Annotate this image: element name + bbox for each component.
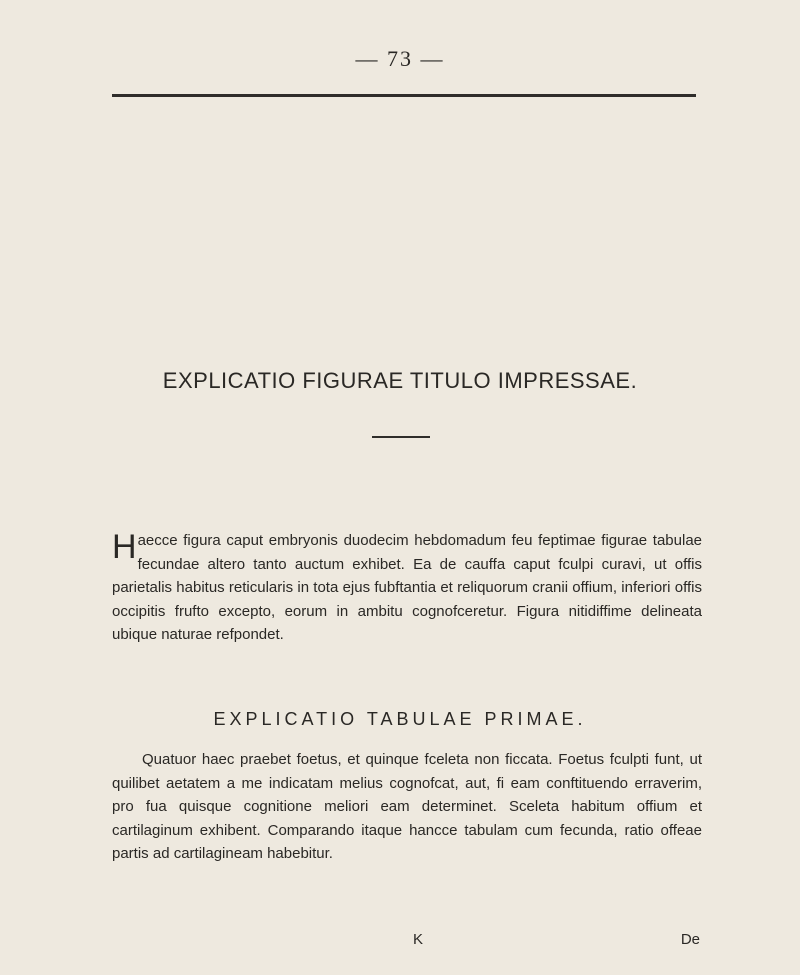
section-heading: EXPLICATIO TABULAE PRIMAE. xyxy=(213,709,587,729)
body-paragraph: Quatuor haec praebet foetus, et quinque fceleta non ficcata. Foetus fculpti funt, ut quilibet aetatem a me indicatam melius cognofcat, aut, fi eam conftituendo erraverim, pro fua quisque cognitione meliori eam determinet. Sceleta habitum offium et cartilaginum exhibent. Comparando itaque hancce tabulam cum fecunda, ratio offeae partis ad cartilagineam habebitur. xyxy=(112,751,702,862)
page-number: — 73 — xyxy=(355,46,445,71)
title-rule xyxy=(372,436,430,438)
top-rule xyxy=(112,94,696,97)
intro-text: aecce figura caput embryonis duodecim hebdomadum feu feptimae figurae tabulae fecundae altero tanto auctum exhibet. Ea de cauffa caput fculpi curavi, ut offis parietalis habitus reticularis in tota ejus fubftantia et reliquorum cranii offium, inferiori offis occipitis frufto excepto, eorum in ambitu cognofceretur. Figura nitidiffime delineata ubique naturae refpondet. xyxy=(112,532,702,643)
section-title: EXPLICATIO FIGURAE TITULO IMPRESSAE. xyxy=(162,368,638,393)
intro-paragraph xyxy=(112,529,702,647)
signature-mark: K xyxy=(413,931,424,948)
catchword: De xyxy=(680,931,700,948)
drop-cap: H xyxy=(112,528,137,566)
